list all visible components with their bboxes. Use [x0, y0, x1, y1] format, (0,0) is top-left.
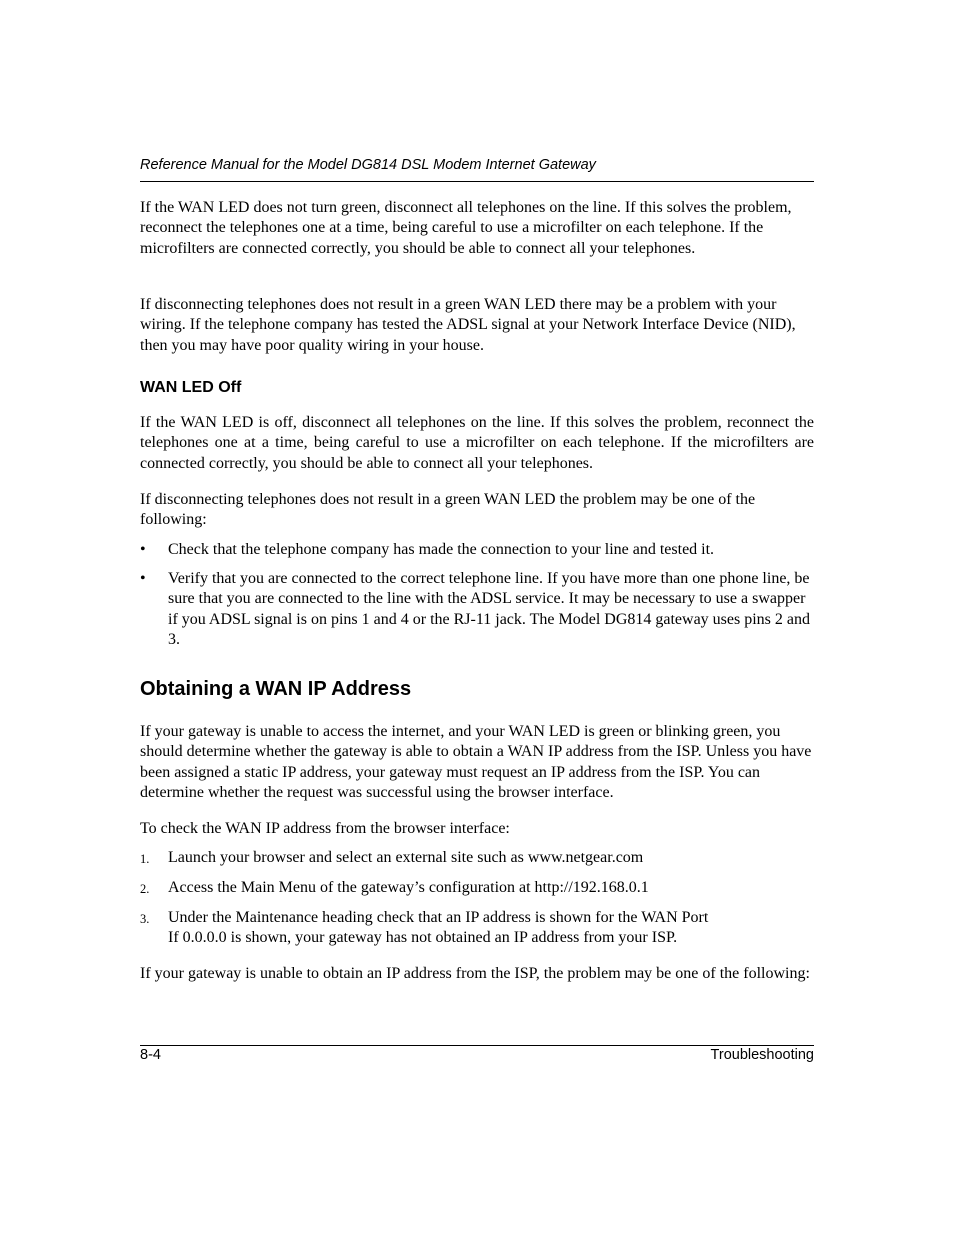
bullet-item: [140, 569, 814, 651]
heading-obtaining-wan-ip: Obtaining a WAN IP Address: [140, 678, 412, 700]
footer-section-title: Troubleshooting: [710, 1047, 814, 1063]
header-divider: [140, 181, 814, 182]
paragraph-wiring-problem: If disconnecting telephones does not result in a green WAN LED there may be a problem with your wiring. If the telephone company has tested the ADSL signal at your Network Interface Device (NID), then you may have poor quality wiring in your house.: [140, 296, 796, 354]
paragraph-check-wan-ip: To check the WAN IP address from the browser interface:: [140, 820, 510, 837]
paragraph-wan-led-not-green: If the WAN LED does not turn green, disconnect all telephones on the line. If this solves the problem, reconnect the telephones one at a time, being careful to use a microfilter on each telephone. If the microfilters are connected correctly, you should be able to connect all your telephones.: [140, 199, 792, 257]
step-text: Under the Maintenance heading check that an IP address is shown for the WAN Port: [168, 909, 709, 926]
step-number: 1.: [140, 852, 150, 866]
step-item: [140, 848, 814, 868]
heading-wan-led-off: WAN LED Off: [140, 379, 242, 396]
bullet-marker: •: [140, 570, 146, 587]
paragraph-gateway-internet: If your gateway is unable to access the internet, and your WAN LED is green or blinking green, you should determine whether the gateway is able to obtain a WAN IP address from the ISP. Unless you have been assigned a static IP address, your gateway must request an IP address from the ISP. You can determine whether the request was successful using the browser interface.: [140, 723, 812, 802]
paragraph-wan-led-off: If the WAN LED is off, disconnect all telephones on the line. If this solves the problem, reconnect the telephones one at a time, being careful to use a microfilter on each telephone. If the microfilters are connected correctly, you should be able to connect all your telephones.: [140, 414, 814, 472]
running-header: Reference Manual for the Model DG814 DSL Modem Internet Gateway: [140, 157, 596, 173]
page-number: 8-4: [140, 1047, 161, 1063]
step-number: 2.: [140, 882, 150, 896]
paragraph-following-problems: If disconnecting telephones does not result in a green WAN LED the problem may be one of the following:: [140, 491, 756, 529]
step-number: 3.: [140, 912, 150, 926]
step-item: [140, 878, 814, 898]
step-text-continuation: If 0.0.0.0 is shown, your gateway has not obtained an IP address from your ISP.: [168, 929, 678, 947]
step-item: [140, 908, 814, 949]
bullet-text: Verify that you are connected to the correct telephone line. If you have more than one phone line, be sure that you are connected to the line with the ADSL service. It may be necessary to use a swapper if you ADSL signal is on pins 1 and 4 or the RJ-11 jack. The Model DG814 gateway uses pins 2 and 3.: [168, 570, 810, 649]
step-text: Launch your browser and select an external site such as www.netgear.com: [168, 849, 644, 866]
bullet-item: [140, 540, 814, 560]
paragraph-obtain-ip-problems: If your gateway is unable to obtain an IP address from the ISP, the problem may be one of the following:: [140, 965, 810, 982]
step-text: Access the Main Menu of the gateway’s configuration at http://192.168.0.1: [168, 879, 649, 896]
footer-divider: [140, 1045, 814, 1046]
bullet-marker: •: [140, 541, 146, 558]
bullet-text: Check that the telephone company has made the connection to your line and tested it.: [168, 541, 715, 558]
